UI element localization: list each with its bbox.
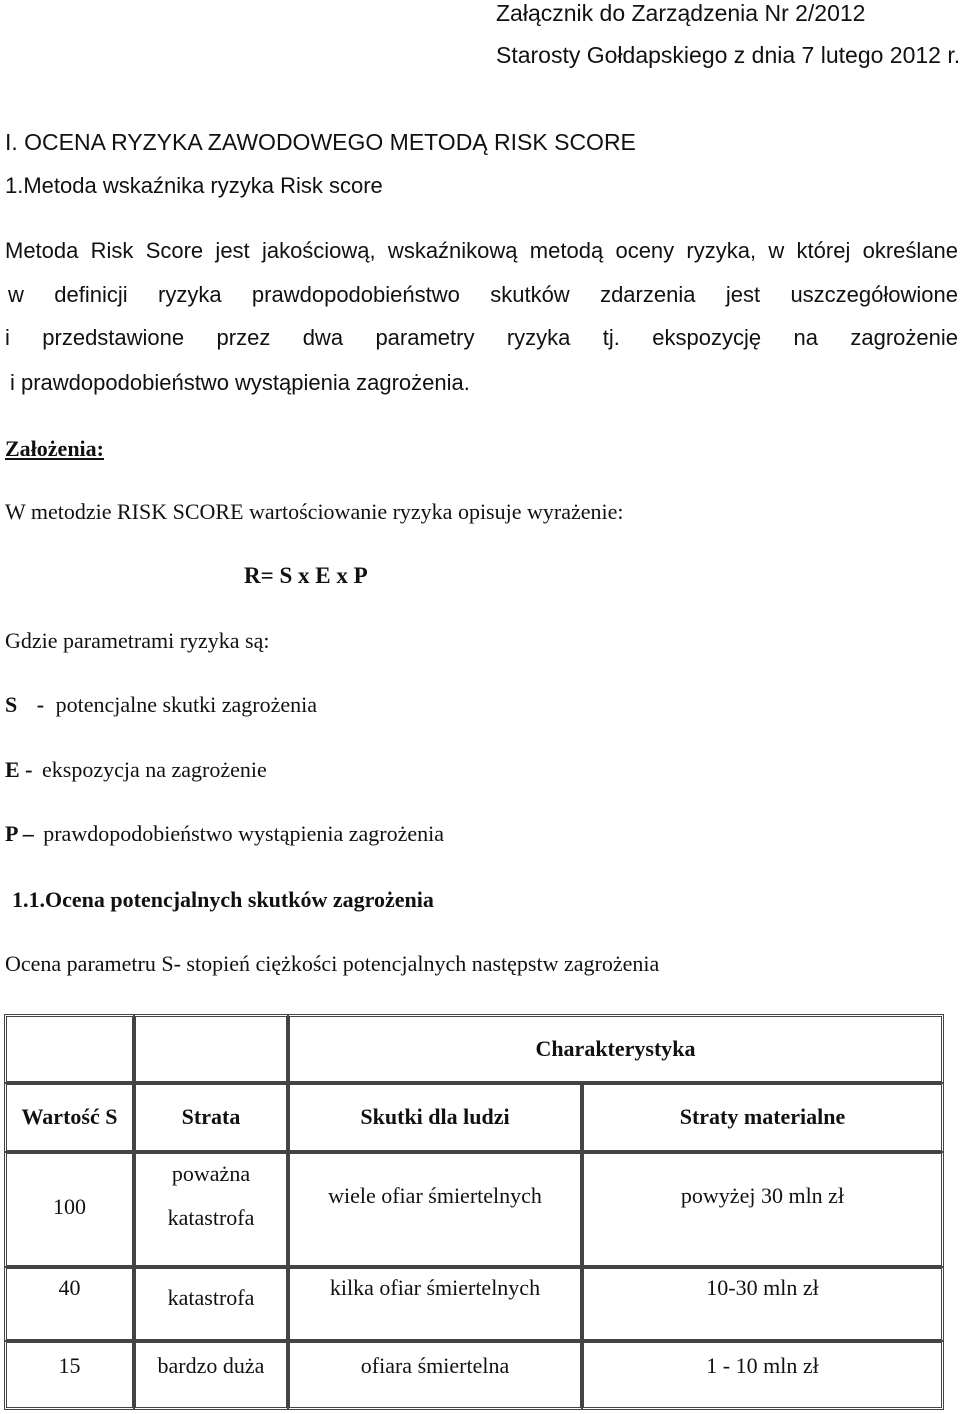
param-e-text: ekspozycja na zagrożenie bbox=[42, 757, 267, 782]
intro-line-2: w definicji ryzyka prawdopodobieństwo skutków zdarzenia jest uszczegółowione bbox=[8, 282, 958, 307]
formula: R= S x E x P bbox=[244, 563, 368, 588]
table-header-people-label: Skutki dla ludzi bbox=[360, 1104, 510, 1129]
table-row-1-strata-line1: poważna bbox=[171, 1161, 251, 1186]
table-row-1-value-text: 100 bbox=[53, 1194, 86, 1219]
severity-table bbox=[4, 1014, 944, 1410]
table-row-1-strata bbox=[133, 1151, 289, 1268]
section-title: I. OCENA RYZYKA ZAWODOWEGO METODĄ RISK SCORE bbox=[5, 129, 636, 155]
intro-line-3: i przedstawione przez dwa parametry ryzyka tj. ekspozycję na zagrożenie bbox=[5, 325, 958, 350]
table-row-2-material-text: 10-30 mln zł bbox=[706, 1275, 819, 1300]
table-row-3-strata bbox=[133, 1340, 289, 1410]
table-row-2-people bbox=[287, 1266, 583, 1342]
table-row-1-strata-line2: katastrofa bbox=[167, 1205, 255, 1230]
param-p-symbol: P – bbox=[5, 821, 34, 846]
table-row-3-material bbox=[581, 1340, 944, 1410]
table-row-3-material-text: 1 - 10 mln zł bbox=[706, 1353, 819, 1378]
table-header-value bbox=[4, 1082, 135, 1153]
table-group-header-label: Charakterystyka bbox=[535, 1036, 696, 1061]
subsection-1-1: 1.1.Ocena potencjalnych skutków zagrożenia bbox=[12, 887, 434, 912]
table-row-3-people bbox=[287, 1340, 583, 1410]
table-header-people bbox=[287, 1082, 583, 1153]
params-intro: Gdzie parametrami ryzyka są: bbox=[5, 628, 270, 653]
table-row-1-people bbox=[287, 1151, 583, 1268]
table-row-3-value-text: 15 bbox=[58, 1353, 81, 1378]
table-row-3-people-text: ofiara śmiertelna bbox=[360, 1353, 510, 1378]
param-s-description: Ocena parametru S- stopień ciężkości potencjalnych następstw zagrożenia bbox=[5, 951, 660, 976]
param-s bbox=[5, 692, 317, 718]
param-e bbox=[5, 757, 267, 783]
table-row-2-value-text: 40 bbox=[58, 1275, 81, 1300]
table-header-value-label: Wartość S bbox=[21, 1104, 118, 1129]
table-row-1-value bbox=[4, 1151, 135, 1268]
table-row-1-material bbox=[581, 1151, 944, 1268]
param-p-text: prawdopodobieństwo wystąpienia zagrożenia bbox=[43, 821, 444, 846]
table-row-1-material-text: powyżej 30 mln zł bbox=[680, 1183, 845, 1208]
param-s-text: potencjalne skutki zagrożenia bbox=[55, 692, 318, 717]
table-row-2-material bbox=[581, 1266, 944, 1342]
table-row-1-people-text: wiele ofiar śmiertelnych bbox=[328, 1183, 542, 1208]
table-header-strata-label: Strata bbox=[181, 1104, 241, 1129]
table-header-material-label: Straty materialne bbox=[679, 1104, 846, 1129]
table-row-2-people-text: kilka ofiar śmiertelnych bbox=[329, 1275, 541, 1300]
intro-line-1: Metoda Risk Score jest jakościową, wskaźnikową metodą oceny ryzyka, w której określane bbox=[5, 238, 958, 263]
table-header-material bbox=[581, 1082, 944, 1153]
subsection-title: 1.Metoda wskaźnika ryzyka Risk score bbox=[5, 173, 383, 198]
param-e-symbol: E - bbox=[5, 757, 33, 782]
table-row-3-value bbox=[4, 1340, 135, 1410]
formula-intro: W metodzie RISK SCORE wartościowanie ryzyka opisuje wyrażenie: bbox=[5, 499, 624, 524]
table-empty-cell-1 bbox=[4, 1014, 135, 1084]
attachment-header-line2: Starosty Gołdapskiego z dnia 7 lutego 2012 r. bbox=[496, 42, 960, 68]
param-p bbox=[5, 821, 444, 847]
param-s-dash: - bbox=[36, 692, 45, 717]
param-s-symbol: S bbox=[5, 692, 18, 717]
table-group-header bbox=[287, 1014, 944, 1084]
assumptions-heading: Założenia: bbox=[5, 436, 104, 461]
table-row-2-strata-text: katastrofa bbox=[167, 1285, 255, 1310]
attachment-header-line1: Załącznik do Zarządzenia Nr 2/2012 bbox=[496, 0, 866, 26]
table-row-2-strata bbox=[133, 1266, 289, 1342]
table-header-strata bbox=[133, 1082, 289, 1153]
table-row-3-strata-text: bardzo duża bbox=[157, 1353, 265, 1378]
table-row-2-value bbox=[4, 1266, 135, 1342]
intro-line-4: i prawdopodobieństwo wystąpienia zagrożenia. bbox=[10, 370, 470, 395]
table-empty-cell-2 bbox=[133, 1014, 289, 1084]
